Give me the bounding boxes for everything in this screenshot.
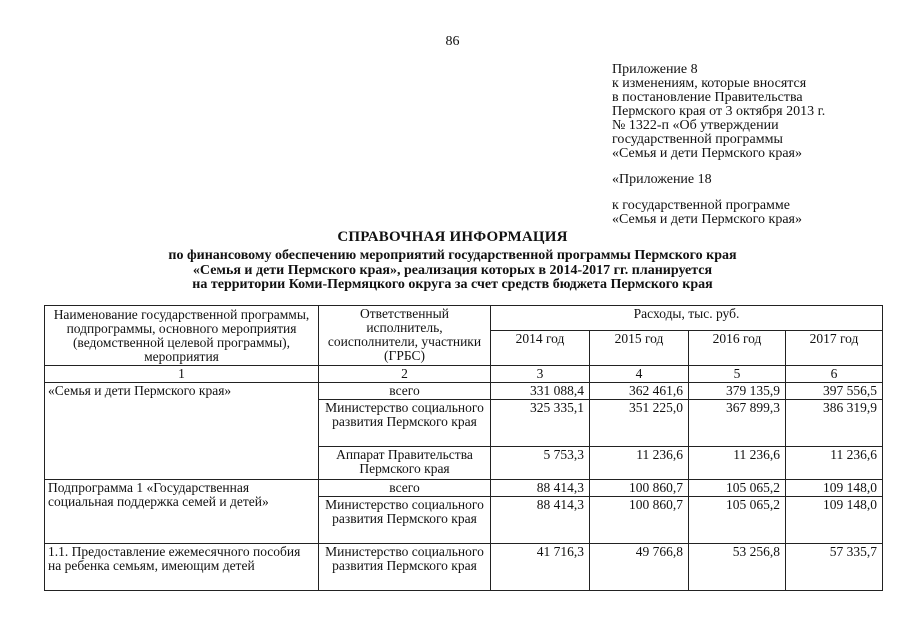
subtitle-line: «Семья и дети Пермского края», реализация которых в 2014-2017 гг. планируется: [192, 262, 713, 278]
appendix-line: Приложение 8: [612, 62, 698, 77]
appendix-inner-line: к государственной программе: [612, 198, 790, 213]
document-title: СПРАВОЧНАЯ ИНФОРМАЦИЯ: [337, 229, 568, 245]
value-cell: 100 860,7: [590, 497, 689, 544]
header-year: 2015 год: [590, 331, 689, 366]
appendix-line: № 1322-п «Об утверждении: [612, 118, 779, 133]
value-cell: 53 256,8: [689, 544, 786, 591]
header-year: 2014 год: [491, 331, 590, 366]
value-cell: 88 414,3: [491, 480, 590, 497]
executor-cell: Аппарат Правительства Пермского края: [319, 447, 491, 480]
header-expenses: Расходы, тыс. руб.: [491, 306, 883, 331]
value-cell: 109 148,0: [786, 480, 883, 497]
appendix-line: «Семья и дети Пермского края»: [612, 146, 802, 161]
header-year: 2017 год: [786, 331, 883, 366]
column-number: 1: [45, 366, 319, 383]
value-cell: 5 753,3: [491, 447, 590, 480]
column-number-row: [45, 366, 883, 383]
value-cell: 397 556,5: [786, 383, 883, 400]
value-cell: 57 335,7: [786, 544, 883, 591]
appendix-line: Пермского края от 3 октября 2013 г.: [612, 104, 826, 119]
value-cell: 105 065,2: [689, 497, 786, 544]
table-header-row: [45, 306, 883, 331]
executor-cell: Министерство социального развития Пермского края: [319, 400, 491, 447]
appendix-inner-line: «Семья и дети Пермского края»: [612, 212, 802, 227]
executor-cell: Министерство социального развития Пермского края: [319, 544, 491, 591]
value-cell: 11 236,6: [786, 447, 883, 480]
finance-table: [44, 305, 883, 591]
value-cell: 351 225,0: [590, 400, 689, 447]
value-cell: 362 461,6: [590, 383, 689, 400]
column-number: 6: [786, 366, 883, 383]
program-name: 1.1. Предоставление ежемесячного пособия на ребенка семьям, имеющим детей: [45, 544, 319, 591]
table-row: [45, 480, 883, 497]
table-row: [45, 383, 883, 400]
value-cell: 325 335,1: [491, 400, 590, 447]
column-number: 2: [319, 366, 491, 383]
value-cell: 100 860,7: [590, 480, 689, 497]
value-cell: 11 236,6: [590, 447, 689, 480]
executor-cell: всего: [319, 383, 491, 400]
header-year: 2016 год: [689, 331, 786, 366]
appendix-line: государственной программы: [612, 132, 783, 147]
header-name: Наименование государственной программы, подпрограммы, основного мероприятия (ведомственной целевой программы), мероприятия: [45, 306, 319, 366]
value-cell: 41 716,3: [491, 544, 590, 591]
value-cell: 331 088,4: [491, 383, 590, 400]
value-cell: 109 148,0: [786, 497, 883, 544]
table-row: [45, 544, 883, 591]
document-subtitle: [0, 249, 905, 293]
appendix-inner-line: «Приложение 18: [612, 172, 712, 187]
value-cell: 367 899,3: [689, 400, 786, 447]
executor-cell: всего: [319, 480, 491, 497]
column-number: 3: [491, 366, 590, 383]
value-cell: 49 766,8: [590, 544, 689, 591]
value-cell: 11 236,6: [689, 447, 786, 480]
header-executor: Ответственный исполнитель, соисполнители, участники (ГРБС): [319, 306, 491, 366]
appendix-block: [612, 63, 902, 227]
appendix-line: в постановление Правительства: [612, 90, 803, 105]
appendix-line: к изменениям, которые вносятся: [612, 76, 807, 91]
value-cell: 88 414,3: [491, 497, 590, 544]
page-number: 86: [445, 34, 460, 49]
program-name: «Семья и дети Пермского края»: [45, 383, 319, 480]
value-cell: 379 135,9: [689, 383, 786, 400]
value-cell: 386 319,9: [786, 400, 883, 447]
column-number: 4: [590, 366, 689, 383]
value-cell: 105 065,2: [689, 480, 786, 497]
subtitle-line: на территории Коми-Пермяцкого округа за счет средств бюджета Пермского края: [192, 277, 713, 292]
subtitle-line: по финансовому обеспечению мероприятий государственной программы Пермского края: [168, 248, 737, 263]
executor-cell: Министерство социального развития Пермского края: [319, 497, 491, 544]
column-number: 5: [689, 366, 786, 383]
program-name: Подпрограмма 1 «Государственная социальная поддержка семей и детей»: [45, 480, 319, 544]
